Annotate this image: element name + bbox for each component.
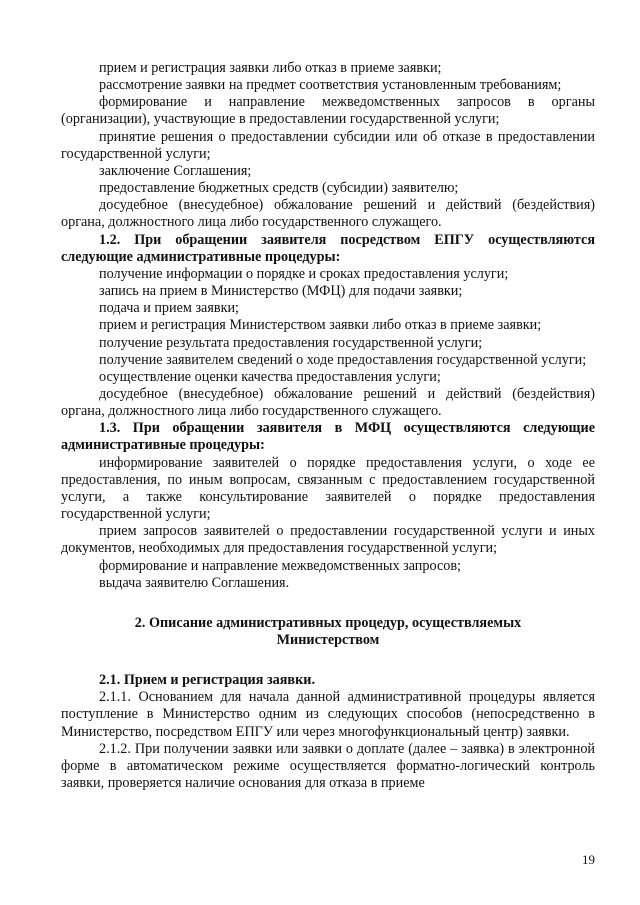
list-item: рассмотрение заявки на предмет соответствия установленным требованиям; [99, 77, 562, 94]
section-title [61, 615, 595, 649]
section-title-line-2: Министерством [276, 632, 380, 648]
list-item: подача и прием заявки; [99, 300, 239, 317]
list-item: формирование и направление межведомственных запросов в органы (организации), участвующие в предоставлении государственной услуги; [61, 94, 595, 128]
section-title-line-1: 2. Описание административных процедур, осуществляемых [134, 614, 522, 631]
spacer [61, 592, 595, 615]
subsection-heading-1-3: 1.3. При обращении заявителя в МФЦ осуществляются следующие административные процедуры: [61, 420, 595, 454]
list-item: предоставление бюджетных средств (субсидии) заявителю; [99, 180, 459, 197]
list-item: досудебное (внесудебное) обжалование решений и действий (бездействия) органа, должностного лица либо государственного служащего. [61, 197, 595, 231]
list-item: принятие решения о предоставлении субсидии или об отказе в предоставлении государственной услуги; [61, 128, 595, 162]
paragraph-2-1-1: 2.1.1. Основанием для начала данной административной процедуры является поступление в Министерство одним из следующих способов (непосредственно в Министерство, посредством ЕПГУ или через многофункциональный центр) заявки. [61, 689, 595, 740]
page-number: 19 [582, 852, 595, 867]
subsection-heading-1-2: 1.2. При обращении заявителя посредством ЕПГУ осуществляются следующие административные процедуры: [61, 231, 595, 265]
list-item: прием запросов заявителей о предоставлении государственной услуги и иных документов, необходимых для предоставления государственной услуги; [61, 523, 595, 557]
list-item: прием и регистрация заявки либо отказ в приеме заявки; [99, 60, 442, 76]
list-item: запись на прием в Министерство (МФЦ) для подачи заявки; [99, 283, 463, 300]
paragraph-2-1-2: 2.1.2. При получении заявки или заявки о доплате (далее – заявка) в электронной форме в автоматическом режиме осуществляется форматно-логический контроль заявки, проверяется наличие основания для отказа в приеме [61, 740, 595, 792]
list-item: получение заявителем сведений о ходе предоставления государственной услуги; [99, 351, 587, 368]
list-item: заключение Соглашения; [99, 162, 252, 179]
list-item: осуществление оценки качества предоставления услуги; [99, 368, 441, 385]
spacer [61, 649, 595, 672]
list-item: прием и регистрация Министерством заявки либо отказ в приеме заявки; [99, 317, 542, 334]
document-body [61, 60, 595, 792]
list-item: формирование и направление межведомственных запросов; [99, 557, 461, 574]
list-item: получение результата предоставления государственной услуги; [99, 334, 483, 351]
list-item: получение информации о порядке и сроках предоставления услуги; [99, 265, 509, 282]
list-item: выдача заявителю Соглашения. [99, 574, 290, 591]
subsection-heading-2-1: 2.1. Прием и регистрация заявки. [99, 672, 315, 689]
list-item: досудебное (внесудебное) обжалование решений и действий (бездействия) органа, должностного лица либо государственного служащего. [61, 385, 595, 420]
list-item: информирование заявителей о порядке предоставления услуги, о ходе ее предоставления, по иным вопросам, связанным с предоставлением государственной услуги, а также консультирование заявителей о порядке предоставления государственной услуги; [61, 454, 595, 523]
